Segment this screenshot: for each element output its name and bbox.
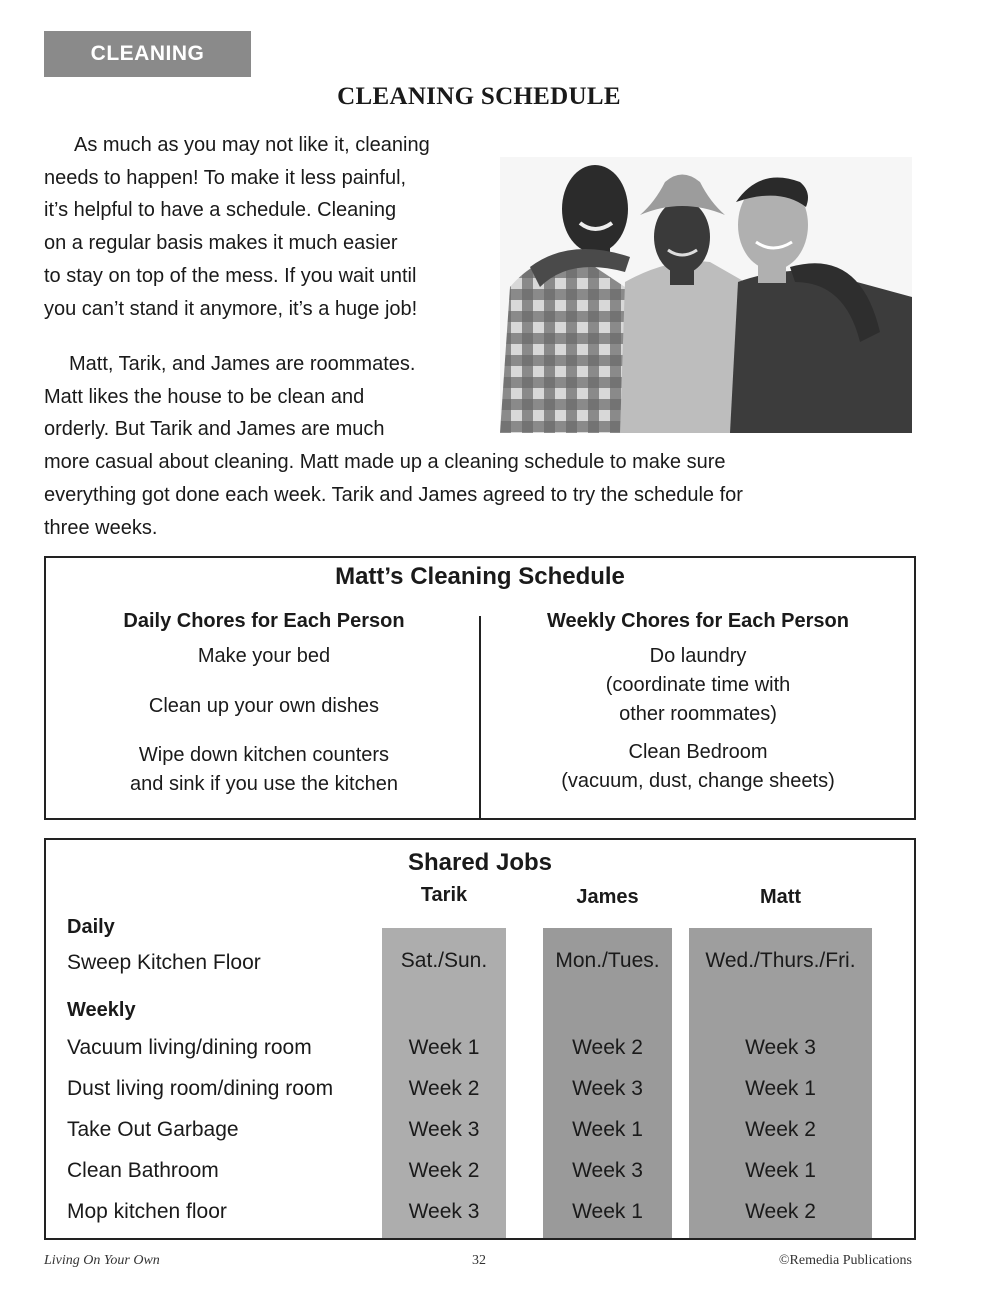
intro-paragraph <box>44 129 494 325</box>
intro-line: you can’t stand it anymore, it’s a huge job! <box>44 297 418 320</box>
weekly-chore: Clean Bedroom (vacuum, dust, change sheets) <box>561 741 835 792</box>
footer-publisher: ©Remedia Publications <box>778 1253 912 1268</box>
job-label: Clean Bathroom <box>67 1159 219 1182</box>
intro-line: needs to happen! To make it less painful, <box>44 166 407 189</box>
matts-schedule-box <box>44 556 916 820</box>
job-label: Take Out Garbage <box>67 1118 239 1141</box>
weekly-chores-heading: Weekly Chores for Each Person <box>547 610 849 632</box>
shared-jobs-box <box>44 838 916 1240</box>
para-line: three weeks. <box>44 516 158 539</box>
table-cell: Week 2 <box>745 1200 816 1223</box>
table-cell: Week 3 <box>408 1118 480 1141</box>
intro-line: to stay on top of the mess. If you wait until <box>44 264 417 287</box>
footer-page-number: 32 <box>472 1253 486 1268</box>
table-cell: Wed./Thurs./Fri. <box>705 949 856 972</box>
table-cell: Week 1 <box>572 1118 643 1141</box>
table-cell: Week 3 <box>572 1077 643 1100</box>
table-cell: Week 1 <box>408 1036 480 1059</box>
daily-chore: Clean up your own dishes <box>148 695 380 717</box>
intro-line: As much as you may not like it, cleaning <box>74 134 430 156</box>
daily-chores-heading: Daily Chores for Each Person <box>123 610 405 632</box>
table-cell: Week 2 <box>572 1036 643 1059</box>
page-title: CLEANING SCHEDULE <box>337 83 621 110</box>
column-header-james: James <box>576 886 639 908</box>
table-cell: Week 1 <box>572 1200 643 1223</box>
job-label: Sweep Kitchen Floor <box>67 951 261 974</box>
daily-group-label: Daily <box>67 916 115 938</box>
footer-book-title: Living On Your Own <box>44 1253 160 1268</box>
table-cell: Week 2 <box>745 1118 816 1141</box>
weekly-chores-column <box>482 610 914 796</box>
table-cell: Week 2 <box>408 1077 480 1100</box>
daily-chore: Make your bed <box>197 645 331 667</box>
weekly-group-label: Weekly <box>67 999 136 1021</box>
roommates-photo <box>500 157 912 433</box>
job-label: Vacuum living/dining room <box>67 1036 312 1059</box>
table-cell: Sat./Sun. <box>400 949 488 972</box>
table-cell: Week 3 <box>572 1159 643 1182</box>
para-line: orderly. But Tarik and James are much <box>44 418 385 441</box>
table-cell: Week 2 <box>408 1159 480 1182</box>
section-tag: CLEANING <box>44 31 251 77</box>
intro-line: it’s helpful to have a schedule. Cleaning <box>44 199 397 222</box>
table-cell: Week 3 <box>745 1036 816 1059</box>
job-label: Dust living room/dining room <box>67 1077 334 1100</box>
table-cell: Week 1 <box>745 1077 816 1100</box>
weekly-chore: Do laundry (coordinate time with other roommates) <box>605 645 791 725</box>
para-line: more casual about cleaning. Matt made up a cleaning schedule to make sure <box>44 451 726 474</box>
para-line: Matt likes the house to be clean and <box>44 385 365 408</box>
table-cell: Week 3 <box>408 1200 480 1223</box>
para-line: everything got done each week. Tarik and James agreed to try the schedule for <box>44 483 743 506</box>
daily-chore: Wipe down kitchen counters and sink if you use the kitchen <box>130 744 398 795</box>
column-header-tarik: Tarik <box>420 884 468 906</box>
table-cell: Week 1 <box>745 1159 816 1182</box>
matts-schedule-title: Matt’s Cleaning Schedule <box>335 563 625 590</box>
daily-chores-column <box>46 610 482 799</box>
para-line: Matt, Tarik, and James are roommates. <box>69 353 416 375</box>
job-label: Mop kitchen floor <box>67 1200 227 1223</box>
intro-line: on a regular basis makes it much easier <box>44 232 398 255</box>
table-cell: Mon./Tues. <box>555 949 660 972</box>
shared-jobs-title: Shared Jobs <box>407 849 553 876</box>
column-header-matt: Matt <box>759 886 802 908</box>
